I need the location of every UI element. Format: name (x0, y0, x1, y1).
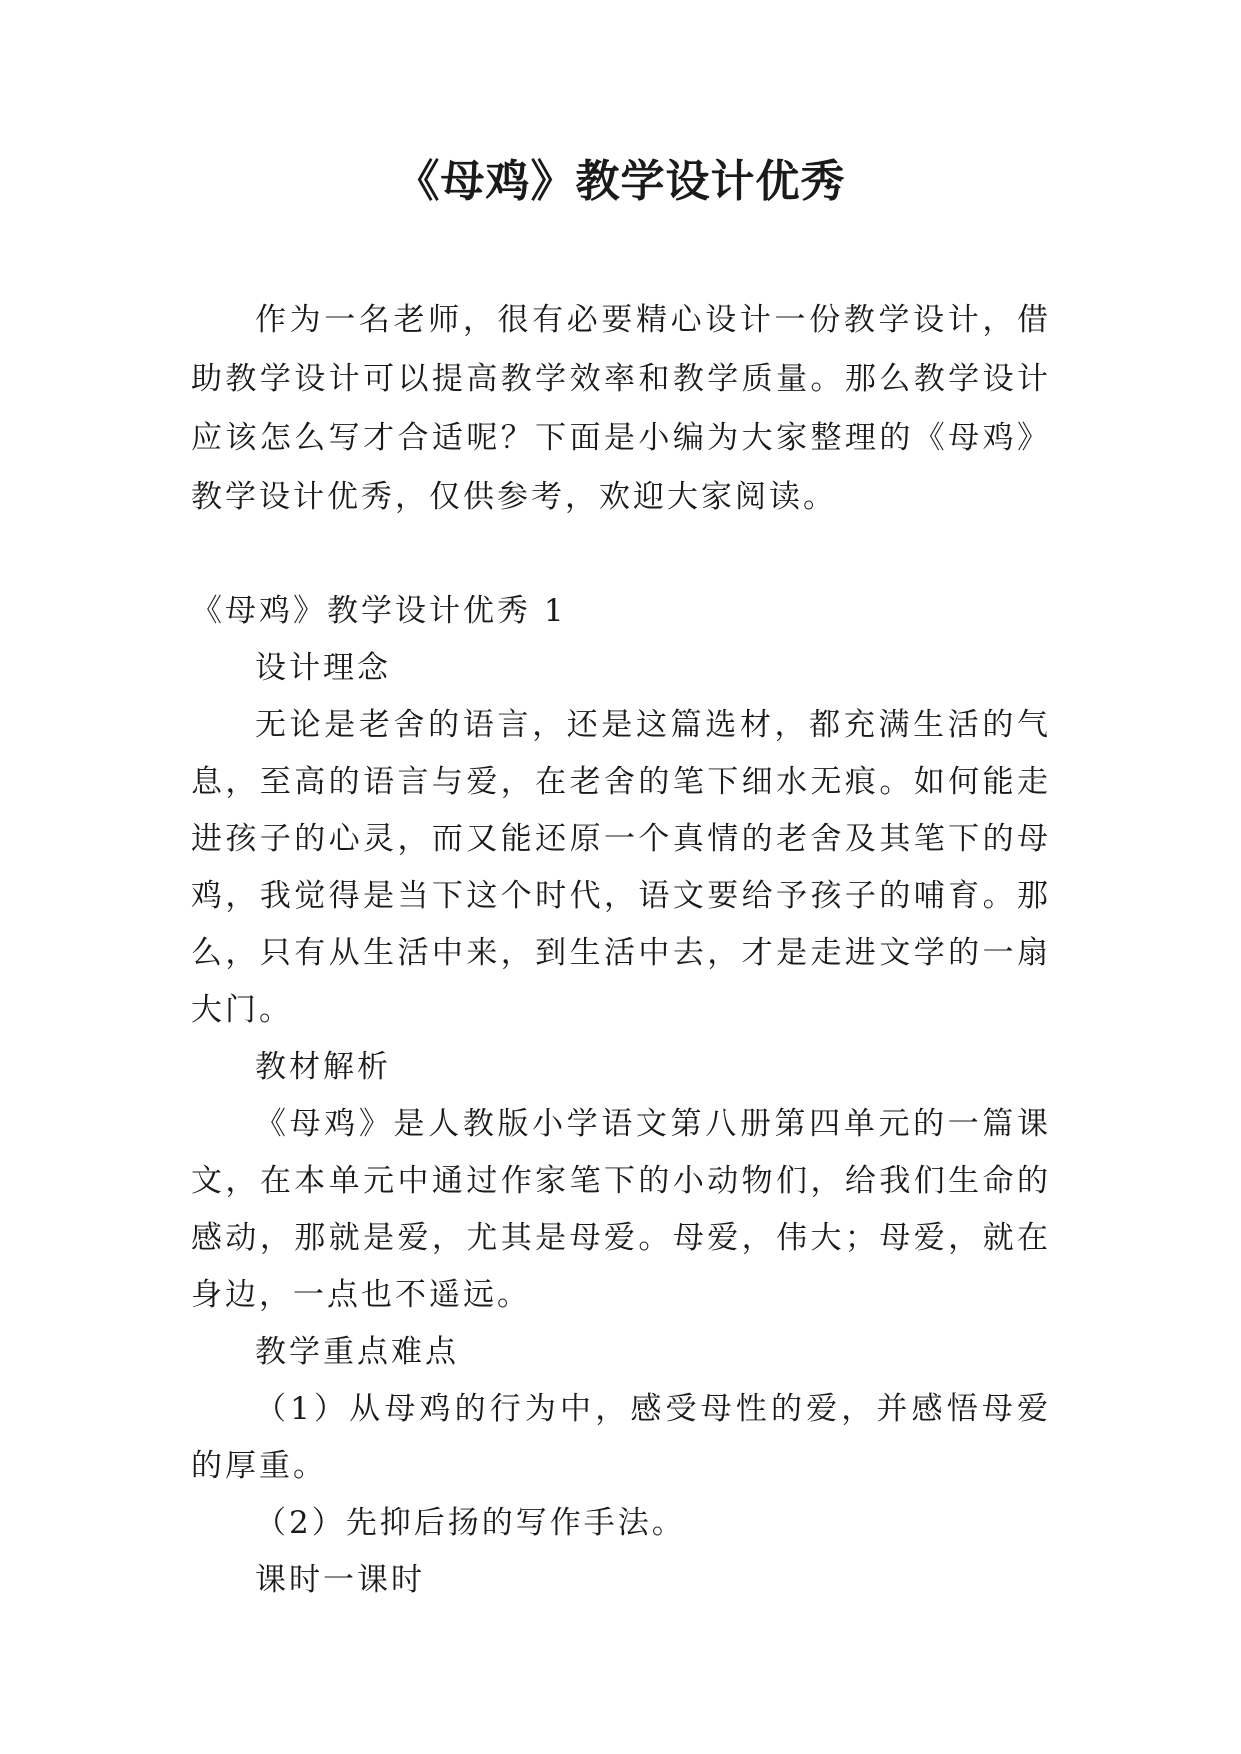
class-hours-heading: 课时一课时 (255, 1562, 425, 1598)
design-concept-text: 无论是老舍的语言，还是这篇选材，都充满生活的气息，至高的语言与爱，在老舍的笔下细水无痕。如何能走进孩子的心灵，而又能还原一个真情的老舍及其笔下的母鸡，我觉得是当下这个时代，语文要给予孩子的哺育。那么，只有从生活中来，到生活中去，才是走进文学的一扇大门。 (191, 707, 1051, 1028)
section-1 (191, 583, 1051, 1609)
key-point-item-2: （2）先抑后扬的写作手法。 (255, 1505, 686, 1541)
key-points-heading: 教学重点难点 (255, 1334, 459, 1370)
design-concept-heading: 设计理念 (255, 650, 391, 686)
textbook-analysis-text: 《母鸡》是人教版小学语文第八册第四单元的一篇课文，在本单元中通过作家笔下的小动物们，给我们生命的感动，那就是爱，尤其是母爱。母爱，伟大；母爱，就在身边，一点也不遥远。 (191, 1106, 1051, 1313)
textbook-analysis-heading: 教材解析 (255, 1049, 391, 1085)
key-point-item-1: （1）从母鸡的行为中，感受母性的爱，并感悟母爱的厚重。 (191, 1391, 1051, 1484)
intro-paragraph: 作为一名老师，很有必要精心设计一份教学设计，借助教学设计可以提高教学效率和教学质量。那么教学设计应该怎么写才合适呢？下面是小编为大家整理的《母鸡》教学设计优秀，仅供参考，欢迎大家阅读。 (191, 302, 1051, 515)
section-1-heading: 《母鸡》教学设计优秀 1 (191, 593, 567, 629)
document-title: 《母鸡》教学设计优秀 (395, 156, 846, 207)
